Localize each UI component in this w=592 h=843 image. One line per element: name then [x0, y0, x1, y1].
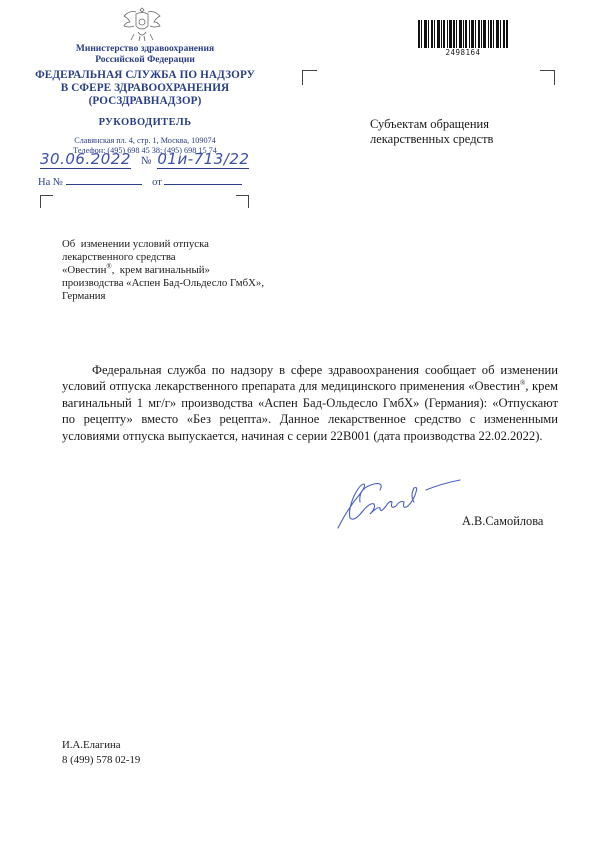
recipient-block: [370, 117, 570, 147]
body-text-part-2: , крем вагинальный 1 мг/г» производства «Аспен Бад-Ольдесло ГмбХ» (Германия): «Отпускают по рецепту» вместо «Без рецепта». Данное лекарственное средство с измененными условиями отпуска выпускается, начиная с серии 22В001 (дата производства 22.02.2022).: [62, 379, 558, 443]
subject-drug-name: «Овестин: [62, 264, 107, 276]
registered-mark: ®: [519, 379, 526, 388]
subject-line-4: производства «Аспен Бад-Ольдесло ГмбХ»,: [62, 277, 265, 289]
recipient-line-2: лекарственных средств: [370, 132, 494, 146]
body-paragraph: [62, 362, 558, 444]
reference-number-blank: [66, 175, 142, 185]
subject-drug-form: , крем вагинальный»: [111, 264, 210, 276]
corner-bracket: [302, 70, 317, 85]
subject-line-2: лекарственного средства: [62, 251, 176, 263]
service-line-1: ФЕДЕРАЛЬНАЯ СЛУЖБА ПО НАДЗОРУ: [35, 69, 255, 81]
ministry-name: [20, 44, 270, 66]
corner-bracket: [236, 195, 249, 208]
phones: Телефон: (495) 698 45 38; (495) 698 15 74: [73, 146, 217, 155]
role-title: РУКОВОДИТЕЛЬ: [98, 117, 192, 128]
corner-bracket: [40, 195, 53, 208]
executor-name: И.А.Елагина: [62, 739, 121, 751]
letter-body: [62, 362, 558, 444]
executor-phone: 8 (499) 578 02-19: [62, 754, 141, 766]
signer-name: А.В.Самойлова: [462, 514, 544, 528]
subject-line-1: Об изменении условий отпуска: [62, 238, 209, 250]
recipient-line-1: Субъектам обращения: [370, 117, 489, 131]
registration-number: 01и-713/22: [157, 150, 250, 168]
executor-block: [62, 738, 140, 768]
service-line-2: В СФЕРЕ ЗДРАВООХРАНЕНИЯ: [60, 82, 230, 94]
body-text-part-1: Федеральная служба по надзору в сфере здравоохранения сообщает об изменении условий отпуска лекарственного препарата для медицинского применения «Овестин: [62, 363, 558, 394]
letterhead: [20, 44, 270, 156]
address: Славянская пл. 4, стр. 1, Москва, 109074: [74, 136, 216, 145]
service-name: [20, 69, 270, 108]
reference-number-label: На №: [38, 177, 63, 188]
handwritten-signature: [330, 472, 470, 532]
registered-mark: ®: [106, 262, 112, 271]
subject-line-5: Германия: [62, 290, 106, 302]
service-line-3: (РОСЗДРАВНАДЗОР): [88, 95, 202, 107]
letter-subject: [62, 238, 322, 303]
registration-line: [40, 150, 270, 168]
reference-line: [38, 175, 278, 188]
reference-date-blank: [164, 175, 242, 185]
barcode-number: 2498164: [445, 48, 481, 57]
subject-line-3: [62, 264, 322, 277]
registration-date: 30.06.2022: [40, 150, 131, 168]
barcode-icon: [418, 20, 508, 48]
reference-date-label: от: [152, 177, 162, 188]
ministry-line-1: Министерство здравоохранения: [75, 44, 215, 54]
ministry-line-2: Российской Федерации: [95, 55, 195, 65]
coat-of-arms-emblem: [120, 4, 164, 44]
number-sign: №: [140, 155, 152, 167]
corner-bracket: [540, 70, 555, 85]
